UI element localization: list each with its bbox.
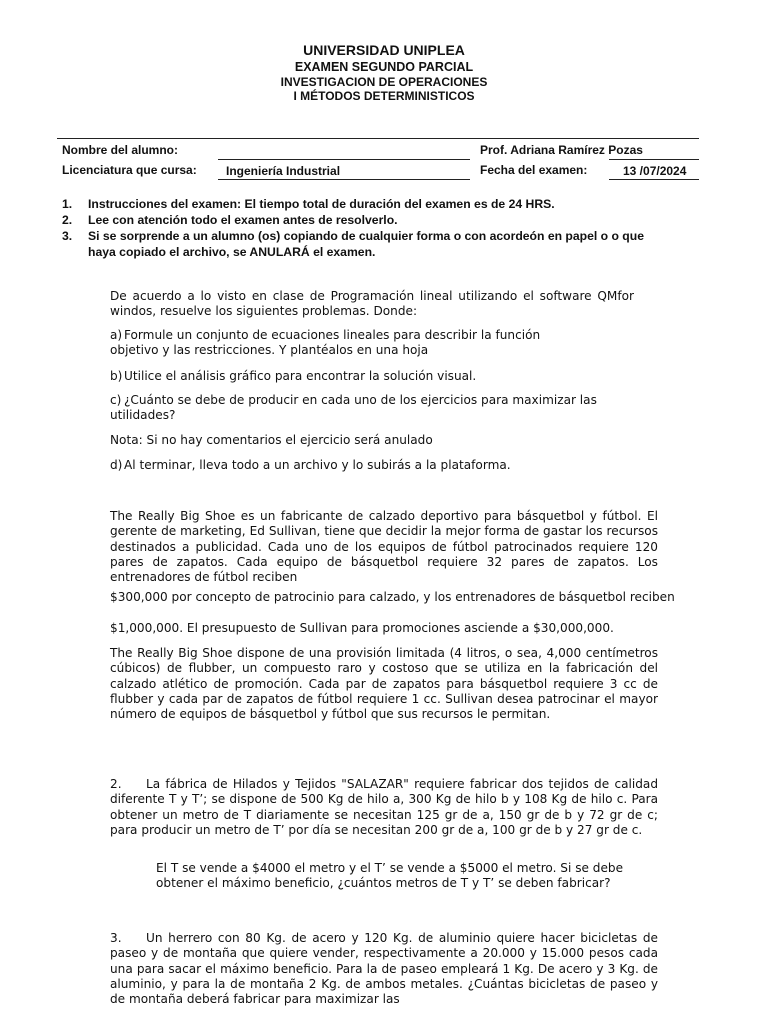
professor-name: Prof. Adriana Ramírez Pozas xyxy=(480,143,643,157)
instructions-list xyxy=(62,196,662,260)
problem2-number: 2. xyxy=(110,777,122,791)
problem1-paragraph-3: $1,000,000. El presupuesto de Sullivan para promociones asciende a $30,000,000. xyxy=(110,621,614,635)
note: Nota: Si no hay comentarios el ejercicio será anulado xyxy=(110,433,433,447)
unit-title: I MÉTODOS DETERMINISTICOS xyxy=(293,89,475,103)
item-a: a) Formule un conjunto de ecuaciones lineales para describir la función objetivo y las restricciones. Y plantéalos en una hoja xyxy=(110,328,541,358)
exam-date-label: Fecha del examen: xyxy=(480,163,588,177)
instruction-item: 3. Si se sorprende a un alumno (os) copiando de cualquier forma o con acordeón en papel o o que haya copiado el archivo, se ANULARÁ el examen. xyxy=(62,229,644,259)
problem1-paragraph-4: The Really Big Shoe dispone de una provisión limitada (4 litros, o sea, 4,000 centímetros cúbicos) de flubber, un compuesto raro y costoso que se utiliza en la fabricación del calzado atlético de promoción. Cada par de zapatos para básquetbol requiere 3 cc de flubber y cada par de zapatos de fútbol requiere 1 cc. Sullivan desea patrocinar el mayor número de equipos de básquetbol y fútbol que sus recursos le permitan. xyxy=(110,646,658,722)
exam-title: EXAMEN SEGUNDO PARCIAL xyxy=(294,60,474,74)
degree-field-rule xyxy=(218,179,470,180)
problem2-question: El T se vende a $4000 el metro y el T’ se vende a $5000 el metro. Si se debe obtener el máximo beneficio, ¿cuántos metros de T y T’ se deben fabricar? xyxy=(156,861,624,891)
date-top-rule xyxy=(609,159,699,160)
degree-value: Ingeniería Industrial xyxy=(226,164,341,178)
exam-date-value: 13 /07/2024 xyxy=(623,164,687,178)
problem3-number: 3. xyxy=(110,931,122,945)
instruction-item: 1. Instrucciones del examen: El tiempo total de duración del examen es de 24 HRS. xyxy=(62,197,555,211)
info-top-rule xyxy=(57,138,699,139)
subject-title: INVESTIGACION DE OPERACIONES xyxy=(280,75,488,89)
student-name-field[interactable] xyxy=(218,159,470,160)
problem2-paragraph: 2. La fábrica de Hilados y Tejidos "SALAZAR" requiere fabricar dos tejidos de calidad diferente T y T’; se dispone de 500 Kg de hilo a, 300 Kg de hilo b y 108 Kg de hilo c. Para obtener un metro de T diariamente se necesitan 125 gr de a, 150 gr de b y 72 gr de c; para producir un metro de T’ por día se necesitan 200 gr de a, 100 gr de b y 27 gr de c. xyxy=(110,777,658,837)
problem3-paragraph: 3. Un herrero con 80 Kg. de acero y 120 Kg. de aluminio quiere hacer bicicletas de paseo y de montaña que quiere vender, respectivamente a 20.000 y 15.000 pesos cada una para sacar el máximo beneficio. Para la de paseo empleará 1 Kg. De acero y 3 Kg. de aluminio, y para la de montaña 2 Kg. de ambos metales. ¿Cuántas bicicletas de paseo y de montaña deberá fabricar para maximizar las xyxy=(110,931,658,1007)
instruction-item: 2. Lee con atención todo el examen antes de resolverlo. xyxy=(62,213,398,227)
degree-label: Licenciatura que cursa: xyxy=(62,163,197,177)
item-c: c) ¿Cuánto se debe de producir en cada uno de los ejercicios para maximizar las utilidades? xyxy=(110,393,597,423)
item-d: d) Al terminar, lleva todo a un archivo y lo subirás a la plataforma. xyxy=(110,458,511,472)
intro-paragraph: De acuerdo a lo visto en clase de Programación lineal utilizando el software QMfor windos, resuelve los siguientes problemas. Donde: xyxy=(110,289,634,319)
problem1-paragraph-2: $300,000 por concepto de patrocinio para calzado, y los entrenadores de básquetbol reciben xyxy=(110,590,675,604)
item-b: b) Utilice el análisis gráfico para encontrar la solución visual. xyxy=(110,369,477,383)
student-name-label: Nombre del alumno: xyxy=(62,143,179,157)
university-title: UNIVERSIDAD UNIPLEA xyxy=(303,42,465,58)
problem1-paragraph-1: The Really Big Shoe es un fabricante de calzado deportivo para básquetbol y fútbol. El gerente de marketing, Ed Sullivan, tiene que decidir la mejor forma de gastar los recursos destinados a publicidad. Cada uno de los equipos de fútbol patrocinados requiere 120 pares de zapatos. Cada equipo de básquetbol requiere 32 pares de zapatos. Los entrenadores de fútbol reciben xyxy=(110,509,658,585)
date-bottom-rule xyxy=(609,179,699,180)
